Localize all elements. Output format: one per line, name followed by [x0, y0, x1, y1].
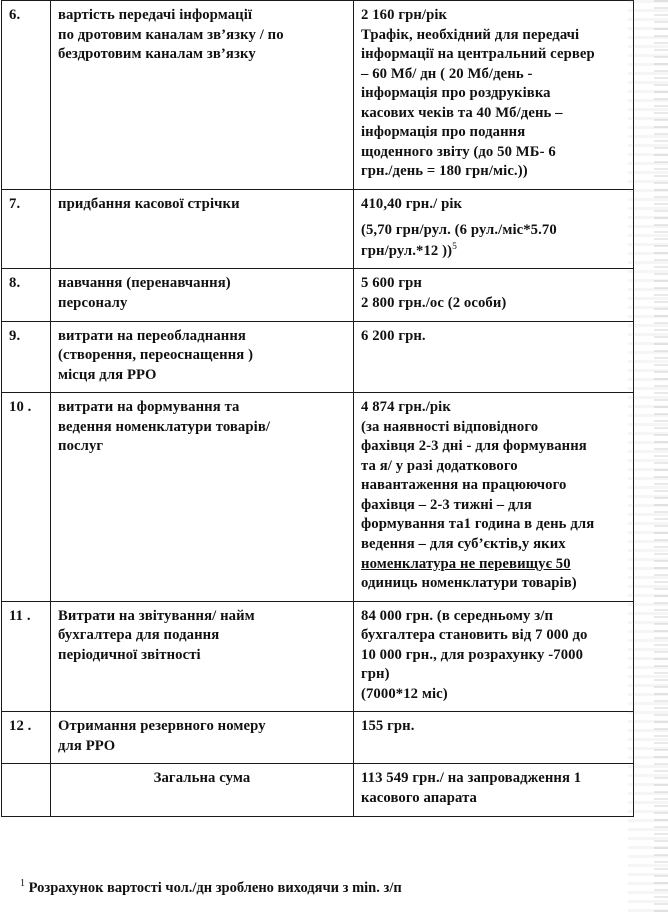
desc-line: навчання (перенавчання): [58, 275, 231, 292]
value-line: – 60 Мб/ дн ( 20 Мб/день -: [361, 65, 533, 82]
row-value: [354, 393, 634, 601]
desc-line: (створення, переоснащення ): [58, 347, 254, 364]
total-label: [51, 764, 354, 816]
desc-line: періодичної звітності: [58, 646, 201, 663]
value-line: навантаження на працюючого: [361, 477, 567, 494]
row-number: 9.: [2, 321, 51, 393]
row-description: [51, 189, 354, 269]
row-value: [354, 321, 634, 393]
table-row: [2, 712, 634, 764]
row-number: 12 .: [2, 712, 51, 764]
row-number: 7.: [2, 189, 51, 269]
value-line: (5,70 грн/рул. (6 рул./міс*5.70: [361, 222, 557, 239]
footnote-text: Розрахунок вартості чол./дн зроблено виходячи з min. з/п: [28, 880, 402, 897]
table-row: [2, 1, 634, 190]
row-description: [51, 601, 354, 712]
value-line: ведення – для суб’єктів,у яких: [361, 536, 566, 553]
value-line: бухгалтера становить від 7 000 до: [361, 627, 588, 644]
value-line: касового апарата: [361, 790, 478, 807]
scan-artifact-edge: [654, 0, 668, 914]
table-row: [2, 393, 634, 601]
desc-line: витрати на формування та: [58, 399, 240, 416]
table-row: [2, 601, 634, 712]
scan-artifact-right: [628, 0, 668, 914]
total-value: [354, 764, 634, 816]
row-value: [354, 189, 634, 269]
row-description: [51, 712, 354, 764]
footnote-marker: 1: [20, 878, 25, 890]
table-row: [2, 269, 634, 321]
value-line: формування та1 година в день для: [361, 516, 595, 533]
value-line: 2 160 грн/рік: [361, 7, 448, 23]
value-line: 5 600 грн: [361, 275, 422, 292]
value-line: інформація про роздруківка: [361, 85, 551, 102]
value-line-with-sup: [361, 241, 626, 261]
value-line-underlined: номенклатура не перевищує 50: [361, 555, 571, 572]
row-value: [354, 269, 634, 321]
desc-line: витрати на переобладнання: [58, 327, 246, 344]
desc-line: Витрати на звітування/ найм: [58, 607, 255, 624]
desc-line: персоналу: [58, 295, 128, 311]
row-value: [354, 1, 634, 190]
value-line: щоденного звіту (до 50 МБ- 6: [361, 143, 556, 160]
value-line: та я/ у разі додаткового: [361, 457, 518, 474]
row-value: [354, 712, 634, 764]
desc-line: ведення номенклатури товарів/: [58, 418, 271, 435]
desc-line: послуг: [58, 438, 104, 455]
row-number: 6.: [2, 1, 51, 190]
footnote-ref: 5: [452, 242, 457, 253]
table-row-total: [2, 764, 634, 816]
desc-line: Отримання резервного номеру: [58, 718, 266, 735]
value-line: одиниць номенклатури товарів): [361, 575, 577, 592]
desc-line: місця для РРО: [58, 366, 157, 383]
desc-line: для РРО: [58, 737, 116, 754]
desc-line: бездротовим каналам зв’язку: [58, 46, 256, 63]
table-row: [2, 321, 634, 393]
value-line: (за наявності відповідного: [361, 418, 539, 435]
value-line: грн): [361, 666, 390, 683]
value-line: 4 874 грн./рік: [361, 399, 451, 416]
desc-line: бухгалтера для подання: [58, 627, 220, 644]
row-number: 11 .: [2, 601, 51, 712]
value-line: фахівця 2-3 дні - для формування: [361, 438, 587, 455]
value-line: Трафік, необхідний для передачі: [361, 26, 580, 43]
desc-line: по дротовим каналам зв’язку / по: [58, 26, 284, 43]
value-line: 6 200 грн.: [361, 327, 426, 344]
value-line: 113 549 грн./ на запровадження 1: [361, 770, 582, 787]
value-line: 410,40 грн./ рік: [361, 195, 463, 212]
value-line: інформація про подання: [361, 124, 526, 141]
value-line: фахівця – 2-3 тижні – для: [361, 496, 532, 513]
cost-table: [1, 0, 634, 817]
table-row: [2, 189, 634, 269]
value-line: (7000*12 міс): [361, 685, 448, 702]
row-number: 10 .: [2, 393, 51, 601]
row-number: 8.: [2, 269, 51, 321]
desc-line: придбання касової стрічки: [58, 195, 240, 212]
value-line: грн./день = 180 грн/міс.)): [361, 163, 528, 180]
row-description: [51, 393, 354, 601]
row-number: [2, 764, 51, 816]
footnote: [20, 877, 620, 898]
value-line: 155 грн.: [361, 718, 415, 735]
value-line: інформації на центральний сервер: [361, 46, 595, 63]
value-text: грн/рул.*12 )): [361, 242, 453, 259]
value-line: 2 800 грн./ос (2 особи): [361, 295, 507, 311]
row-value: [354, 601, 634, 712]
desc-line: Загальна сума: [153, 770, 251, 787]
value-line: 10 000 грн., для розрахунку -7000: [361, 646, 584, 663]
value-line: касових чеків та 40 Мб/день –: [361, 104, 563, 121]
row-description: [51, 269, 354, 321]
value-line: 84 000 грн. (в середньому з/п: [361, 607, 554, 624]
desc-line: вартість передачі інформації: [58, 7, 253, 23]
row-description: [51, 321, 354, 393]
row-description: [51, 1, 354, 190]
